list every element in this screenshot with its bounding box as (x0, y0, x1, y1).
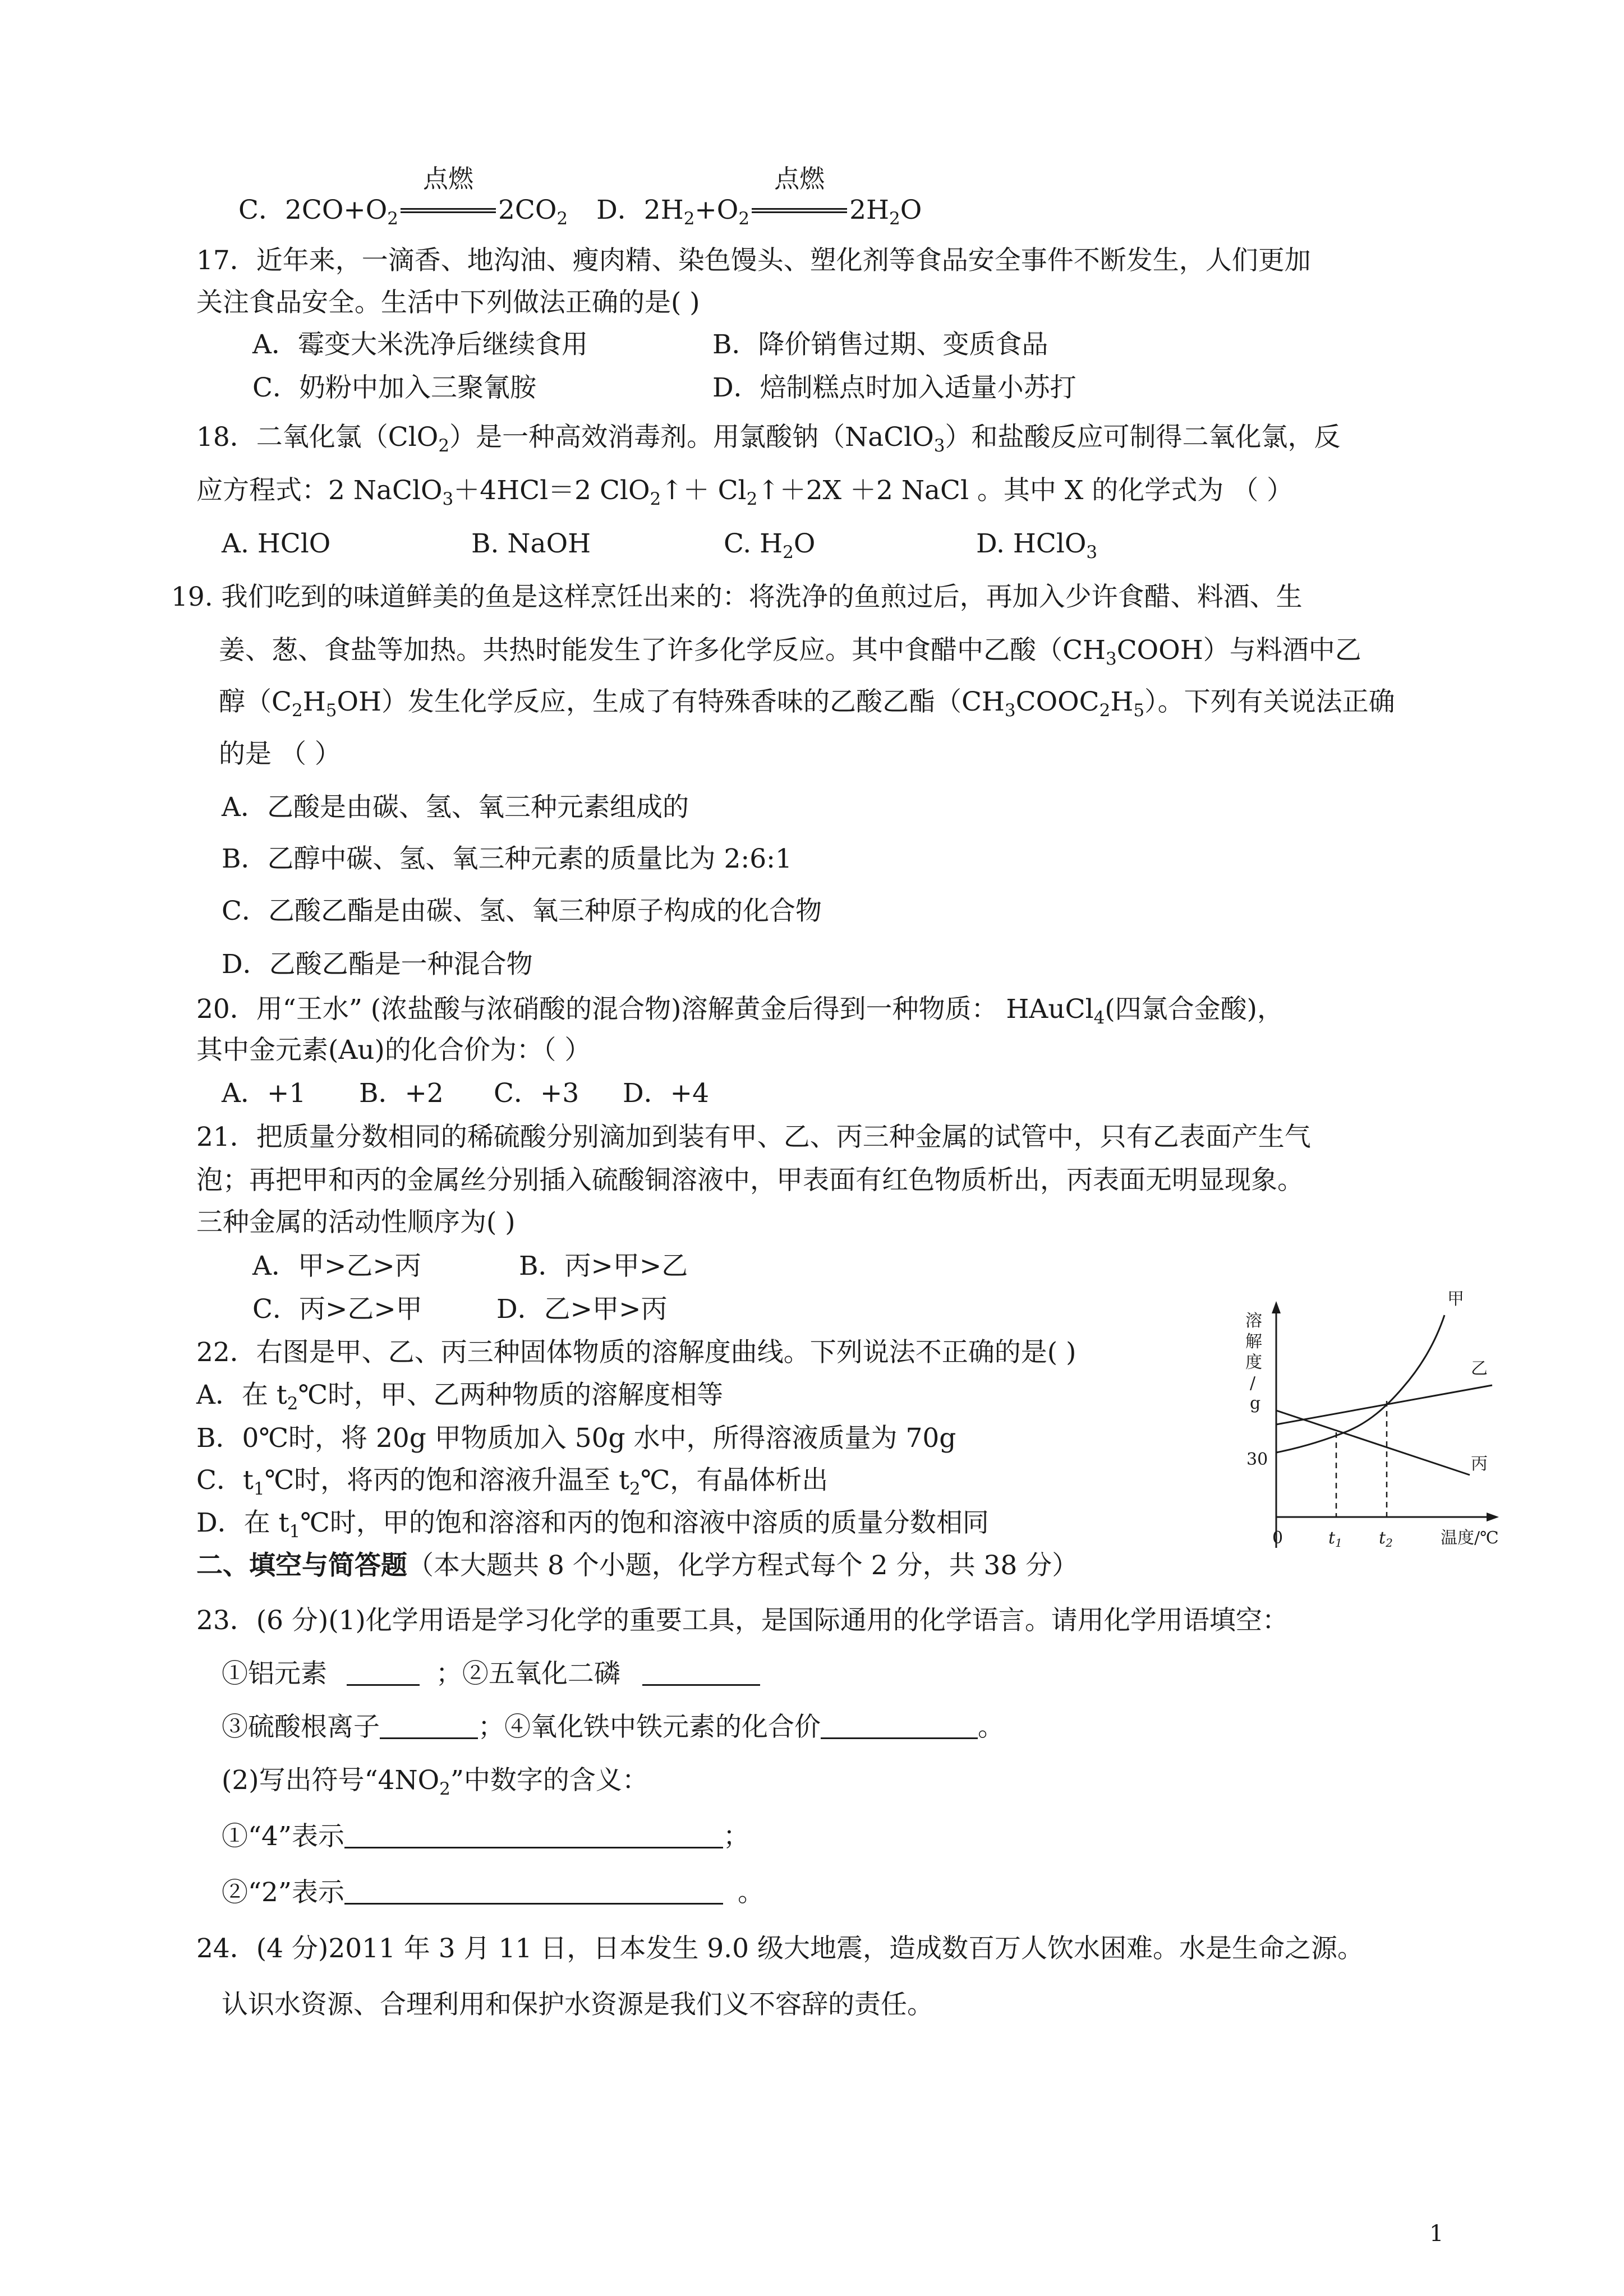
answer-blank-meaning-4[interactable] (344, 1822, 723, 1848)
q21-option-b: B．丙>甲>乙 (519, 1251, 688, 1281)
q24-line1: 24．(4 分)2011 年 3 月 11 日，日本发生 9.0 级大地震，造成数百万人饮水困难。水是生命之源。 (196, 1933, 1364, 1964)
q19-stem-line3: 醇$(C_2H_5OH)$发生化学反应，生成了有特殊香味的乙酸乙酯$(CH_3COOC_2H_5)$。下列有关说法正确 (219, 686, 1395, 721)
curve-jia (1276, 1315, 1444, 1453)
q21-option-d: D．乙>甲>丙 (496, 1294, 668, 1325)
q24-line2: 认识水资源、合理利用和保护水资源是我们义不容辞的责任。 (222, 1989, 933, 2020)
ytick-30: 30 (1246, 1450, 1268, 1469)
q22-option-c: C．$t_1℃$时，将丙的饱和溶液升温至 $t_2℃$，有晶体析出 (196, 1465, 829, 1499)
answer-blank-fe-valence[interactable] (821, 1713, 978, 1739)
q18-option-a: A. HClO (222, 528, 331, 559)
q20-stem-line1: 20．用“王水” (浓盐酸与浓硝酸的混合物)溶解黄金后得到一种物质： HAuCl$_4$(四氯合金酸)， (196, 994, 1284, 1028)
q23-intro: 23．(6 分)(1)化学用语是学习化学的重要工具，是国际通用的化学语言。请用化学用语填空： (196, 1605, 1289, 1636)
reaction-condition: 点燃 (749, 193, 849, 227)
page-number: 1 (1429, 2221, 1444, 2247)
series-label-bing: 丙 (1471, 1454, 1488, 1474)
answer-blank-sulfate[interactable] (380, 1713, 478, 1739)
xlabel: 温度/℃ (1441, 1528, 1499, 1548)
q18-option-b: B. NaOH (471, 528, 591, 559)
section-2-header: 二、填空与简答题（本大题共 8 个小题，化学方程式每个 2 分，共 38 分） (196, 1550, 1079, 1581)
xtick-0: 0 (1272, 1528, 1283, 1548)
q19-option-d: D．乙酸乙酯是一种混合物 (222, 949, 533, 980)
answer-blank-meaning-2[interactable] (344, 1878, 723, 1905)
ylabel-char-3: 度 (1245, 1353, 1262, 1372)
y-axis-arrow (1272, 1301, 1281, 1313)
series-label-yi: 乙 (1471, 1359, 1488, 1378)
q17-option-b: B．降价销售过期、变质食品 (712, 329, 1048, 360)
q20-option-c: C．+3 (494, 1078, 579, 1109)
q23-meaning-2: ②“2”表示 。 (222, 1877, 764, 1908)
q22-option-a: A．在 $t_2℃$时，甲、乙两种物质的溶解度相等 (196, 1380, 724, 1414)
q18-stem-line1: 18．二氧化氯（ClO$_2$）是一种高效消毒剂。用氯酸钠（NaClO$_3$）和盐酸反应可制得二氧化氯，反 (196, 422, 1341, 456)
ylabel-char-2: 解 (1245, 1332, 1262, 1352)
q18-option-c: C. $H_2O$ (724, 528, 816, 563)
q19-option-a: A．乙酸是由碳、氢、氧三种元素组成的 (222, 792, 689, 823)
q19-stem-line2: 姜、葱、食盐等加热。共热时能发生了许多化学反应。其中食醋中乙酸$(CH_3COOH)$与料酒中乙 (219, 635, 1361, 669)
equals-sign (401, 208, 496, 213)
q16-options: C．$2CO+O_2$ 点燃 $2CO_2$ D．$2H_2+O_2$ 点燃 $2H_2O$ (238, 164, 922, 229)
answer-blank-p2o5[interactable] (642, 1659, 760, 1686)
x-axis-arrow (1487, 1513, 1499, 1522)
ylabel-char-4: / (1250, 1373, 1256, 1393)
q19-stem-line4: 的是 （ ） (219, 739, 341, 769)
ylabel-char-1: 溶 (1245, 1311, 1262, 1331)
ylabel-char-5: g (1250, 1394, 1261, 1413)
q21-option-c: C．丙>乙>甲 (252, 1294, 422, 1325)
line-yi (1276, 1385, 1492, 1424)
q21-stem-line2: 泡；再把甲和丙的金属丝分别插入硫酸铜溶液中，甲表面有红色物质析出，丙表面无明显现象。 (196, 1165, 1304, 1196)
xtick-t1: $t_1$ (1328, 1528, 1342, 1550)
q23-row2: ③硫酸根离子 ；④氧化铁中铁元素的化合价 。 (222, 1712, 1004, 1742)
q19-option-c: C．乙酸乙酯是由碳、氢、氧三种原子构成的化合物 (222, 896, 822, 926)
solubility-chart (1200, 1284, 1515, 1553)
q18-stem-line2: 应方程式：2 NaClO$_3$＋4HCl＝2 ClO$_2$↑＋ $Cl_2↑+2X +2$ NaCl 。其中 X 的化学式为 （ ） (196, 475, 1294, 509)
q21-stem-line1: 21．把质量分数相同的稀硫酸分别滴加到装有甲、乙、丙三种金属的试管中，只有乙表面产生气 (196, 1122, 1311, 1152)
q17-option-d: D．焙制糕点时加入适量小苏打 (712, 372, 1076, 403)
equals-sign (752, 208, 847, 213)
q19-option-b: B．乙醇中碳、氢、氧三种元素的质量比为 2:6:1 (222, 843, 792, 874)
q17-stem-line2: 关注食品安全。生活中下列做法正确的是( ) (196, 287, 700, 318)
q23-part2: (2)写出符号“$4NO_2$”中数字的含义： (222, 1765, 648, 1799)
q23-row1: ①铝元素 ；②五氧化二磷 (222, 1657, 760, 1691)
q22-stem: 22．右图是甲、乙、丙三种固体物质的溶解度曲线。下列说法不正确的是( ) (196, 1337, 1076, 1368)
q19-stem-line1: 19. 我们吃到的味道鲜美的鱼是这样烹饪出来的：将洗净的鱼煎过后，再加入少许食醋、料酒、生 (171, 582, 1303, 612)
q22-option-d: D．在 $t_1℃$时，甲的饱和溶溶和丙的饱和溶液中溶质的质量分数相同 (196, 1507, 989, 1542)
q23-meaning-4: ①“4”表示 ； (222, 1821, 749, 1852)
q20-option-d: D．+4 (623, 1078, 709, 1109)
q20-stem-line2: 其中金元素(Au)的化合价为：（ ） (196, 1035, 591, 1066)
reaction-condition: 点燃 (398, 193, 498, 227)
line-bing (1276, 1410, 1470, 1475)
q21-stem-line3: 三种金属的活动性顺序为( ) (196, 1207, 516, 1238)
q20-option-a: A．+1 (222, 1078, 306, 1109)
q17-option-c: C．奶粉中加入三聚氰胺 (252, 372, 536, 403)
q17-stem-line1: 17．近年来，一滴香、地沟油、瘦肉精、染色馒头、塑化剂等食品安全事件不断发生，人们更加 (196, 245, 1311, 276)
series-label-jia: 甲 (1447, 1289, 1464, 1309)
q20-option-b: B．+2 (359, 1078, 444, 1109)
q21-option-a: A．甲>乙>丙 (252, 1251, 421, 1281)
answer-blank-aluminum[interactable] (347, 1659, 420, 1686)
q22-option-b: B．0℃时，将 20g 甲物质加入 50g 水中，所得溶液质量为 70g (196, 1423, 956, 1454)
q17-option-a: A．霉变大米洗净后继续食用 (252, 329, 588, 360)
xtick-t2: $t_2$ (1379, 1528, 1393, 1550)
q18-option-d: D. HClO$_3$ (976, 528, 1098, 563)
